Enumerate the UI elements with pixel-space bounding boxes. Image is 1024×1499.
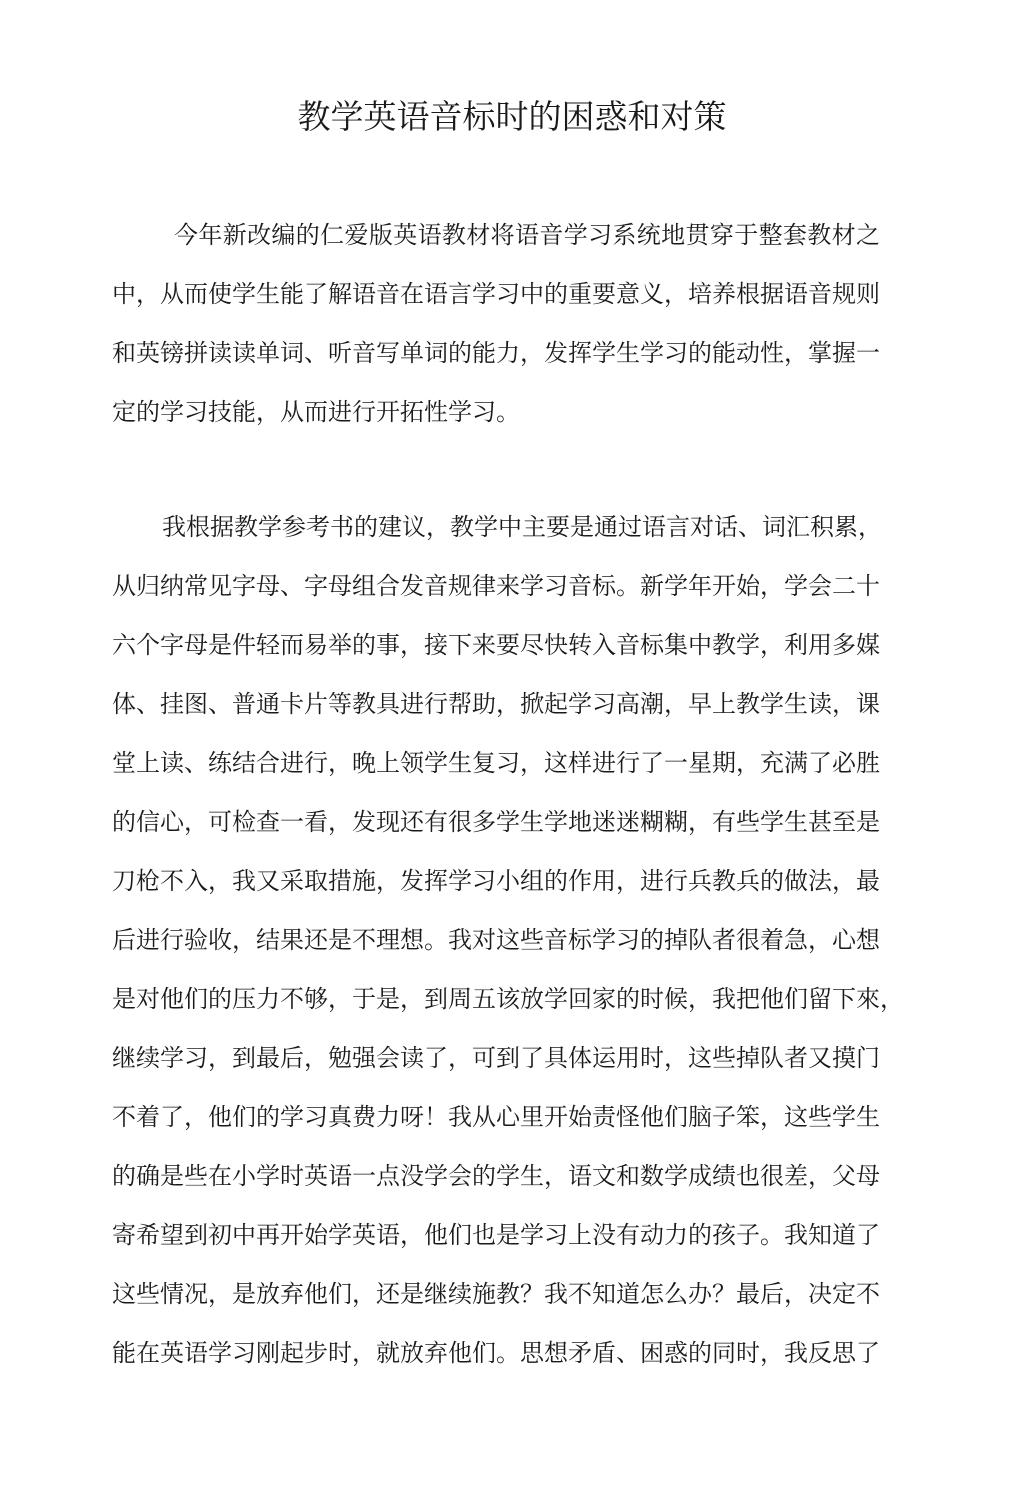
paragraph-line: 能在英语学习刚起步时，就放弃他们。思想矛盾、困惑的同时，我反思了	[112, 1339, 880, 1367]
paragraph-line: 今年新改编的仁爱版英语教材将语音学习系统地贯穿于整套教材之	[174, 221, 880, 249]
paragraph-line: 六个字母是件轻而易举的事，接下来要尽快转入音标集中教学，利用多媒	[112, 631, 880, 659]
paragraph-line: 堂上读、练结合进行，晚上领学生复习，这样进行了一星期，充满了必胜	[112, 749, 880, 777]
paragraph-line: 继续学习，到最后，勉强会读了，可到了具体运用时，这些掉队者又摸门	[112, 1044, 880, 1072]
paragraph-line: 这些情况，是放弃他们，还是继续施教？我不知道怎么办？最后，决定不	[112, 1280, 880, 1308]
paragraph-line: 从归纳常见字母、字母组合发音规律来学习音标。新学年开始，学会二十	[112, 572, 880, 600]
paragraph-line: 寄希望到初中再开始学英语，他们也是学习上没有动力的孩子。我知道了	[112, 1221, 880, 1249]
paragraph-line: 不着了，他们的学习真费力呀！我从心里开始责怪他们脑子笨，这些学生	[112, 1103, 880, 1131]
paragraph-line: 是对他们的压力不够，于是，到周五该放学回家的时候，我把他们留下來，	[112, 985, 904, 1013]
paragraph-line: 中，从而使学生能了解语音在语言学习中的重要意义，培养根据语音规则	[112, 280, 880, 308]
paragraph-line: 和英镑拼读读单词、听音写单词的能力，发挥学生学习的能动性，掌握一	[112, 339, 880, 367]
paragraph-2	[112, 498, 904, 1383]
paragraph-line: 定的学习技能，从而进行开拓性学习。	[112, 398, 520, 426]
paragraph-line: 的信心，可检查一看，发现还有很多学生学地迷迷糊糊，有些学生甚至是	[112, 808, 880, 836]
paragraph-line: 体、挂图、普通卡片等教具进行帮助，掀起学习高潮，早上教学生读，课	[112, 690, 880, 718]
paragraph-line: 刀枪不入，我又采取措施，发挥学习小组的作用，进行兵教兵的做法，最	[112, 867, 880, 895]
paragraph-line: 我根据教学参考书的建议，教学中主要是通过语言对话、词汇积累，	[162, 513, 882, 541]
paragraph-line: 的确是些在小学时英语一点没学会的学生，语文和数学成绩也很差，父母	[112, 1162, 880, 1190]
paragraph-1	[112, 206, 880, 442]
paragraph-line: 后进行验收，结果还是不理想。我对这些音标学习的掉队者很着急，心想	[112, 926, 880, 954]
document-title: 教学英语音标时的困惑和对策	[297, 97, 727, 136]
